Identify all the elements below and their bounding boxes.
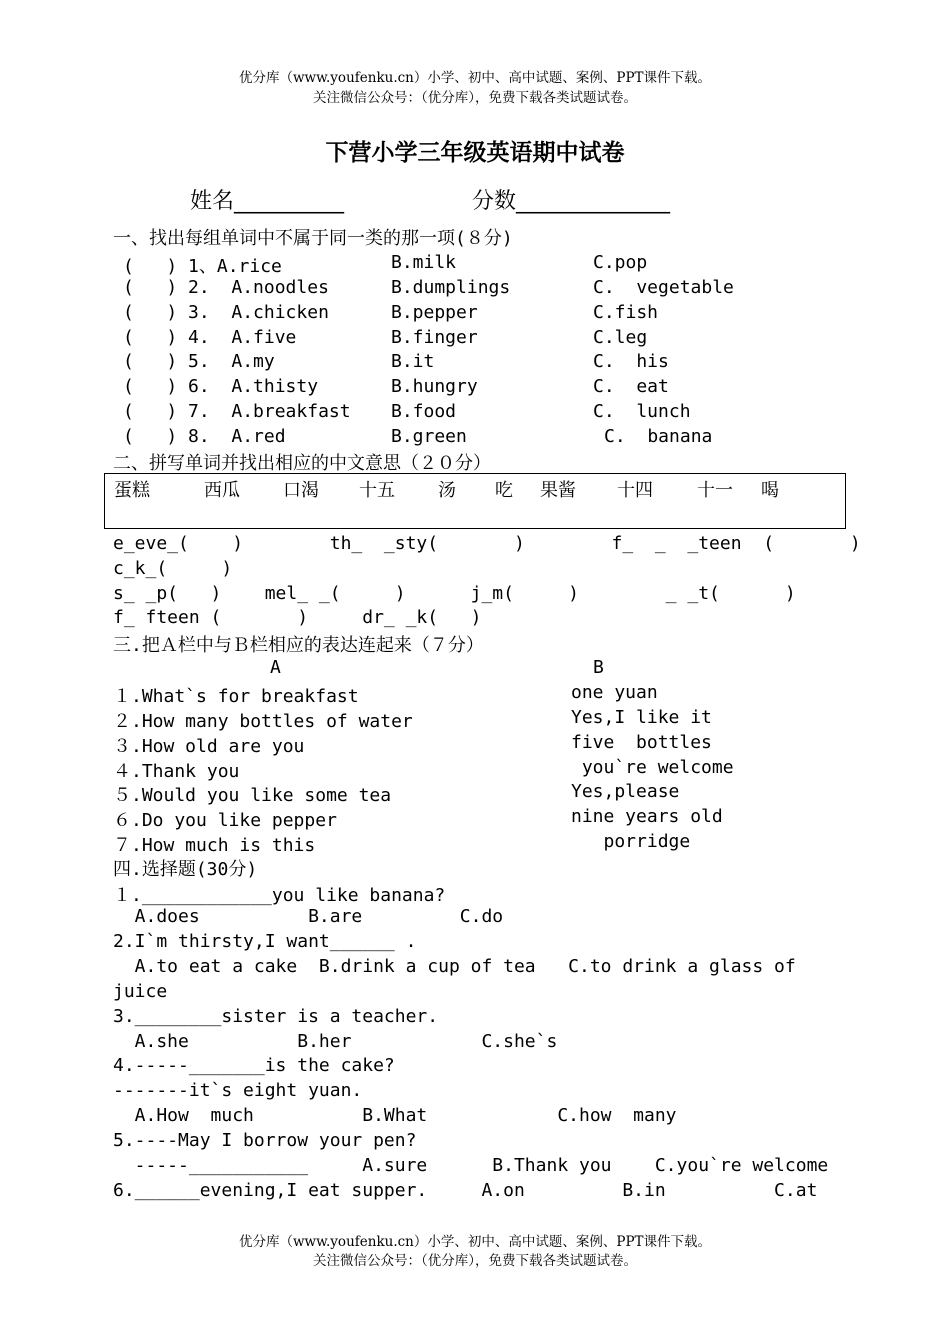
word-bank-item: 吃	[495, 480, 513, 501]
spelling-line-2: c_k_( )	[113, 558, 233, 579]
score-field: 分数______________	[472, 189, 671, 214]
s1-q7-b: B.food	[391, 401, 457, 422]
s1-q2-a: ( ) 2. A.noodles	[123, 277, 329, 298]
match-a-item: ３.How old are you	[113, 736, 305, 757]
s1-q7-c: C. lunch	[593, 401, 691, 422]
match-a-item: ７.How much is this	[113, 835, 316, 856]
word-bank-item: 汤	[438, 480, 456, 501]
choice-line: A.does B.are C.do	[113, 906, 504, 927]
choice-line: 6.______evening,I eat supper. A.on B.in C.at	[113, 1180, 818, 1201]
s1-q2-c: C. vegetable	[593, 277, 734, 298]
section2-heading: 二、拼写单词并找出相应的中文意思（２０分）	[113, 453, 491, 474]
page-title: 下营小学三年级英语期中试卷	[325, 140, 625, 166]
s1-q1-a: ( ) 1、A.rice	[123, 256, 282, 277]
s1-q3-b: B.pepper	[391, 302, 478, 323]
footer-line-1: 优分库（www.youfenku.cn）小学、初中、高中试题、案例、PPT课件下载。	[238, 1234, 712, 1250]
spelling-line-4: f_ fteen ( ) dr_ _k( )	[113, 607, 482, 628]
choice-line: -------it`s eight yuan.	[113, 1080, 363, 1101]
s1-q5-c: C. his	[593, 351, 669, 372]
match-b-item: one yuan	[571, 682, 658, 703]
word-bank-item: 蛋糕	[114, 480, 150, 501]
match-a-item: ６.Do you like pepper	[113, 810, 337, 831]
s1-q5-b: B.it	[391, 351, 435, 372]
choice-line: １.____________you like banana?	[113, 885, 446, 906]
choice-line: 4.-----_______is the cake?	[113, 1055, 395, 1076]
word-bank-item: 喝	[761, 480, 779, 501]
spelling-line-1: e_eve_( ) th_ _sty( ) f_ _ _teen ( )	[113, 533, 861, 554]
s1-q2-b: B.dumplings	[391, 277, 511, 298]
footer-line-2: 关注微信公众号：（优分库），免费下载各类试题试卷。	[313, 1253, 637, 1269]
section3-heading: 三.把Ａ栏中与Ｂ栏相应的表达连起来（７分）	[113, 635, 484, 656]
s1-q3-c: C.fish	[593, 302, 659, 323]
column-b-label: B	[593, 657, 604, 678]
header-line-2: 关注微信公众号：（优分库），免费下载各类试题试卷。	[313, 90, 637, 106]
match-b-item: porridge	[571, 831, 691, 852]
s1-q1-b: B.milk	[391, 252, 457, 273]
match-a-item: ４.Thank you	[113, 761, 240, 782]
s1-q6-b: B.hungry	[391, 376, 478, 397]
match-b-item: Yes,I like it	[571, 707, 712, 728]
choice-line: -----___________ A.sure B.Thank you C.you`re welcome	[113, 1155, 829, 1176]
match-b-item: you`re welcome	[571, 757, 734, 778]
s1-q7-a: ( ) 7. A.breakfast	[123, 401, 351, 422]
header-line-1: 优分库（www.youfenku.cn）小学、初中、高中试题、案例、PPT课件下载。	[238, 70, 712, 86]
match-b-item: nine years old	[571, 806, 723, 827]
word-bank-item: 十四	[617, 480, 653, 501]
choice-line: 3.________sister is a teacher.	[113, 1006, 439, 1027]
choice-line: A.she B.her C.she`s	[113, 1031, 558, 1052]
choice-line: 2.I`m thirsty,I want______ .	[113, 931, 417, 952]
s1-q3-a: ( ) 3. A.chicken	[123, 302, 329, 323]
word-bank-item: 口渴	[283, 480, 319, 501]
match-b-item: five bottles	[571, 732, 712, 753]
section1-heading: 一、找出每组单词中不属于同一类的那一项(８分)	[113, 228, 513, 249]
word-bank-item: 十五	[359, 480, 395, 501]
match-a-item: ５.Would you like some tea	[113, 785, 392, 806]
s1-q6-a: ( ) 6. A.thisty	[123, 376, 319, 397]
s1-q4-a: ( ) 4. A.five	[123, 327, 297, 348]
s1-q1-c: C.pop	[593, 252, 648, 273]
s1-q8-a: ( ) 8. A.red	[123, 426, 286, 447]
s1-q6-c: C. eat	[593, 376, 669, 397]
choice-line: 5.----May I borrow your pen?	[113, 1130, 417, 1151]
s1-q4-c: C.leg	[593, 327, 648, 348]
match-a-item: １.What`s for breakfast	[113, 686, 359, 707]
word-bank-item: 十一	[697, 480, 733, 501]
s1-q5-a: ( ) 5. A.my	[123, 351, 275, 372]
word-bank-item: 西瓜	[204, 480, 240, 501]
s1-q8-b: B.green	[391, 426, 467, 447]
section4-heading: 四.选择题(30分)	[113, 859, 258, 880]
choice-line: juice	[113, 981, 168, 1002]
match-a-item: ２.How many bottles of water	[113, 711, 413, 732]
spelling-line-3: s_ _p( ) mel_ _( ) j_m( ) _ _t( )	[113, 583, 796, 604]
column-a-label: A	[270, 657, 281, 678]
name-field: 姓名__________	[190, 189, 345, 214]
match-b-item: Yes,please	[571, 781, 680, 802]
s1-q8-c: C. banana	[604, 426, 713, 447]
choice-line: A.to eat a cake B.drink a cup of tea C.to drink a glass of	[113, 956, 796, 977]
word-bank-item: 果酱	[540, 480, 576, 501]
choice-line: A.How much B.What C.how many	[113, 1105, 677, 1126]
s1-q4-b: B.finger	[391, 327, 478, 348]
